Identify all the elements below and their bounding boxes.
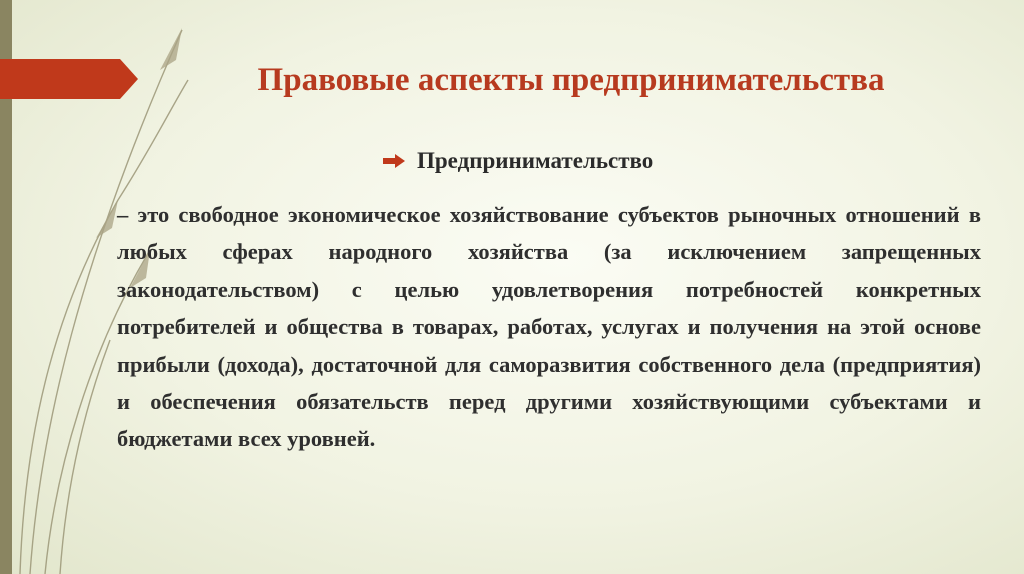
- title-arrow-icon: [0, 59, 138, 99]
- arrow-right-icon: [383, 154, 405, 168]
- bullet-item: [383, 146, 653, 176]
- slide-title: Правовые аспекты предпринимательства: [257, 62, 885, 98]
- definition-text: – это свободное экономическое хозяйствование субъектов рыночных отношений в любых сферах народного хозяйства (за исключением запрещенных законодательством) с целью удовлетворения потребностей конкретных потребителей и общества в товарах, работах, услугах и получения на этой основе прибыли (дохода), достаточной для саморазвития собственного дела (предприятия) и обеспечения обязательств перед другими хозяйствующими субъектами и бюджетами всех уровней.: [117, 202, 981, 452]
- bullet-term: Предпринимательство: [417, 148, 654, 173]
